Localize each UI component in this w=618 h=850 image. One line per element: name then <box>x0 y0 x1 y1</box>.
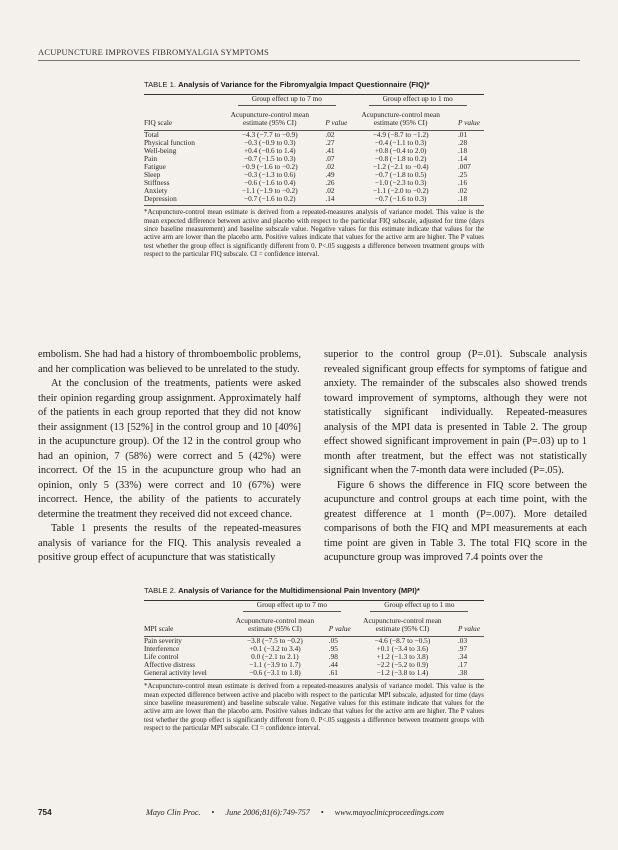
p-value-1mo: .17 <box>457 660 468 670</box>
table-1-label: TABLE 1. <box>144 80 176 89</box>
p-value-7mo: .95 <box>328 644 338 654</box>
estimate-7mo: −0.6 (−3.1 to 1.8) <box>249 668 301 678</box>
p-value-7mo: .41 <box>325 146 335 156</box>
p-value-7mo: .49 <box>325 170 335 180</box>
table-row <box>144 131 484 139</box>
estimate-1mo: −2.2 (−5.2 to 0.9) <box>376 660 429 670</box>
p-value-7mo: .05 <box>328 636 338 646</box>
estimate-7mo: −0.6 (−1.6 to 0.4) <box>243 178 296 188</box>
table-1-col-p-1mo: P value <box>457 118 480 128</box>
page-number: 754 <box>38 808 52 817</box>
p-value-7mo: .26 <box>325 178 335 188</box>
row-scale: Depression <box>144 194 177 204</box>
p-value-7mo: .44 <box>328 660 338 670</box>
table-row <box>144 163 484 171</box>
journal-citation <box>146 808 444 817</box>
body-paragraph: superior to the control group (P=.01). Subscale analysis revealed significant group effects for symptoms of fatigue and anxiety. The remainder of the subscales also showed trends toward improvement of symptoms, although they were not statistically significant individually. Repeated-measures analysis of the MPI data is presented in Table 2. The group effect showed significant improvement in pain (P=.03) up to 1 month after treatment, but the effect was not statistically significant when the 7-month data were included (P=.05). <box>324 349 587 476</box>
footer-separator: • <box>211 808 215 817</box>
table-2-col-p-7mo: P value <box>328 624 351 634</box>
table-2-label: TABLE 2. <box>144 586 176 595</box>
estimate-1mo: +1.2 (−1.3 to 3.8) <box>376 652 429 662</box>
table-2-title: Analysis of Variance for the Multidimensional Pain Inventory (MPI)* <box>178 586 420 595</box>
estimate-1mo: −4.9 (−8.7 to −1.2) <box>372 130 429 140</box>
table-2-col-p-1mo: P value <box>457 624 480 634</box>
row-scale: Total <box>144 130 159 140</box>
table-row <box>144 179 484 187</box>
body-paragraph: At the conclusion of the treatments, patients were asked their opinion regarding group assignment. Approximately half of the patients in each group reported that they did not know their assignment (13 [52%] in the control group and 10 [40%] in the acupuncture group). Of the 12 in the control group who had an opinion, 7 (58%) were correct and 5 (42%) were incorrect. Of the 15 in the acupuncture group who had an opinion, only 5 (33%) were correct and 10 (67%) were incorrect. Hence, the ability of the patients to accurately determine the treatment they received did not exceed chance. <box>38 378 301 520</box>
body-column-left <box>38 348 301 566</box>
table-1-col-scale: FIQ scale <box>144 118 173 128</box>
estimate-7mo: −4.3 (−7.7 to −0.9) <box>241 130 298 140</box>
p-value-1mo: .38 <box>457 668 468 678</box>
table-1-title: Analysis of Variance for the Fibromyalgia Impact Questionnaire (FIQ)* <box>178 80 430 89</box>
p-value-7mo: .02 <box>325 186 335 196</box>
row-scale: General activity level <box>144 668 207 678</box>
estimate-7mo: 0.0 (−2.1 to 2.1) <box>251 652 299 662</box>
body-paragraph: Figure 6 shows the difference in FIQ score between the acupuncture and control groups at each time point, with the greatest difference at 1 month (P=.007). More detailed comparisons of both the FIQ and MPI measurements at each time point are given in Table 3. The total FIQ score in the acupuncture group was improved 7.4 points over the <box>324 479 587 563</box>
table-2-footnote: *Acupuncture-control mean estimate is derived from a repeated-measures analysis of variance model. This value is the mean expected difference between active and placebo with respect to the particular MPI subscale, adjusted for time (days since baseline measurement) and baseline subscale value. Negative values for this estimate indicate that values for the active arm are lower than the placebo arm. Positive values indicate that values for the active arm are higher. The P values test whether the group effect is significantly different from 0. P<.05 suggests a difference between treatment groups with respect to the particular MPI subscale. CI = confidence interval. <box>144 683 484 733</box>
journal-name: Mayo Clin Proc. <box>146 808 201 817</box>
row-scale: Physical function <box>144 138 195 148</box>
row-scale: Fatigue <box>144 162 166 172</box>
p-value-1mo: .18 <box>457 194 468 204</box>
p-value-1mo: .18 <box>457 146 468 156</box>
p-value-1mo: .007 <box>457 162 471 172</box>
table-row <box>144 653 484 661</box>
table-1-group-1mo: Group effect up to 1 mo <box>369 95 467 106</box>
p-value-1mo: .01 <box>457 130 468 140</box>
body-paragraph: Table 1 presents the results of the repeated-measures analysis of variance for the FIQ. This analysis revealed a positive group effect of acupuncture that was statistically <box>38 523 301 563</box>
table-1-col-p-7mo: P value <box>325 118 348 128</box>
table-2-grid <box>144 601 484 677</box>
table-1-footnote: *Acupuncture-control mean estimate is derived from a repeated-measures analysis of variance model. This value is the mean expected difference between active and placebo with respect to the particular FIQ subscale, adjusted for time (days since baseline measurement) and baseline subscale value. Negative values for this estimate indicate that values for the active arm are lower than the placebo arm. Positive values indicate that values for the active arm are higher. The P values test whether the group effect is significantly different from 0. P<.05 suggests a difference between treatment groups with respect to the particular FIQ subscale. CI = confidence interval. <box>144 209 484 259</box>
table-2-caption <box>144 586 484 595</box>
p-value-7mo: .98 <box>328 652 338 662</box>
table-2 <box>144 586 484 734</box>
footer-separator: • <box>320 808 324 817</box>
row-scale: Well-being <box>144 146 177 156</box>
running-head: ACUPUNCTURE IMPROVES FIBROMYALGIA SYMPTOMS <box>38 47 269 57</box>
body-paragraph: embolism. She had had a history of thromboembolic problems, and her complication was believed to be unrelated to the study. <box>38 349 301 375</box>
estimate-1mo: −1.0 (−2.3 to 0.3) <box>374 178 427 188</box>
row-scale: Stiffness <box>144 178 170 188</box>
p-value-1mo: .14 <box>457 154 468 164</box>
p-value-1mo: .16 <box>457 178 468 188</box>
table-2-group-7mo: Group effect up to 7 mo <box>243 601 341 612</box>
journal-url[interactable]: www.mayoclinicproceedings.com <box>334 808 444 817</box>
row-scale: Life control <box>144 652 179 662</box>
table-2-col-est-1mo: Acupuncture-control mean estimate (95% CI) <box>363 616 442 634</box>
table-1-caption <box>144 80 484 89</box>
table-row <box>144 171 484 179</box>
table-1-body <box>144 131 484 203</box>
table-row <box>144 155 484 163</box>
p-value-7mo: .02 <box>325 162 335 172</box>
row-scale: Anxiety <box>144 186 168 196</box>
estimate-1mo: −0.7 (−1.6 to 0.3) <box>374 194 427 204</box>
table-1 <box>144 80 484 260</box>
row-scale: Pain severity <box>144 636 182 646</box>
p-value-1mo: .02 <box>457 186 468 196</box>
table-row <box>144 139 484 147</box>
estimate-1mo: −0.4 (−1.1 to 0.3) <box>374 138 427 148</box>
row-scale: Sleep <box>144 170 161 180</box>
body-column-right <box>324 348 587 566</box>
p-value-7mo: .14 <box>325 194 335 204</box>
table-row <box>144 195 484 203</box>
table-2-col-est-7mo: Acupuncture-control mean estimate (95% CI) <box>235 616 315 634</box>
row-scale: Pain <box>144 154 157 164</box>
p-value-1mo: .03 <box>457 636 468 646</box>
p-value-7mo: .27 <box>325 138 335 148</box>
table-2-col-scale: MPI scale <box>144 624 174 634</box>
row-scale: Interference <box>144 644 180 654</box>
estimate-7mo: −1.1 (−1.9 to −0.2) <box>241 186 298 196</box>
table-2-body <box>144 637 484 677</box>
p-value-1mo: .28 <box>457 138 468 148</box>
table-1-grid <box>144 95 484 203</box>
table-1-group-7mo: Group effect up to 7 mo <box>238 95 336 106</box>
estimate-1mo: −1.1 (−2.0 to −0.2) <box>372 186 429 196</box>
estimate-7mo: −3.8 (−7.5 to −0.2) <box>247 636 303 646</box>
estimate-7mo: −0.9 (−1.6 to −0.2) <box>241 162 298 172</box>
estimate-1mo: −1.2 (−3.8 to 1.4) <box>376 668 429 678</box>
estimate-1mo: −0.8 (−1.8 to 0.2) <box>374 154 427 164</box>
table-1-col-est-7mo: Acupuncture-control mean estimate (95% CI) <box>230 110 309 128</box>
estimate-1mo: −4.6 (−8.7 to −0.5) <box>374 636 431 646</box>
p-value-7mo: .02 <box>325 130 335 140</box>
journal-issue: June 2006;81(6):749-757 <box>225 808 310 817</box>
estimate-7mo: −1.1 (−3.9 to 1.7) <box>249 660 301 670</box>
p-value-1mo: .25 <box>457 170 468 180</box>
estimate-1mo: +0.8 (−0.4 to 2.0) <box>374 146 427 156</box>
p-value-1mo: .97 <box>457 644 468 654</box>
table-2-group-1mo: Group effect up to 1 mo <box>370 601 468 612</box>
table-row <box>144 645 484 653</box>
p-value-7mo: .07 <box>325 154 335 164</box>
estimate-7mo: −0.7 (−1.5 to 0.3) <box>243 154 296 164</box>
p-value-7mo: .61 <box>328 668 338 678</box>
p-value-1mo: .34 <box>457 652 468 662</box>
estimate-7mo: −0.3 (−0.9 to 0.3) <box>243 138 296 148</box>
estimate-1mo: +0.1 (−3.4 to 3.6) <box>376 644 429 654</box>
estimate-7mo: −0.7 (−1.6 to 0.2) <box>243 194 296 204</box>
estimate-1mo: −1.2 (−2.1 to −0.4) <box>372 162 429 172</box>
estimate-7mo: +0.1 (−3.2 to 3.4) <box>249 644 301 654</box>
estimate-7mo: +0.4 (−0.6 to 1.4) <box>243 146 296 156</box>
estimate-1mo: −0.7 (−1.8 to 0.5) <box>374 170 427 180</box>
header-rule <box>38 60 580 61</box>
table-row <box>144 637 484 645</box>
row-scale: Affective distress <box>144 660 196 670</box>
table-row <box>144 669 484 677</box>
table-row <box>144 147 484 155</box>
table-row <box>144 187 484 195</box>
estimate-7mo: −0.3 (−1.3 to 0.6) <box>243 170 296 180</box>
table-1-col-est-1mo: Acupuncture-control mean estimate (95% CI) <box>361 110 440 128</box>
